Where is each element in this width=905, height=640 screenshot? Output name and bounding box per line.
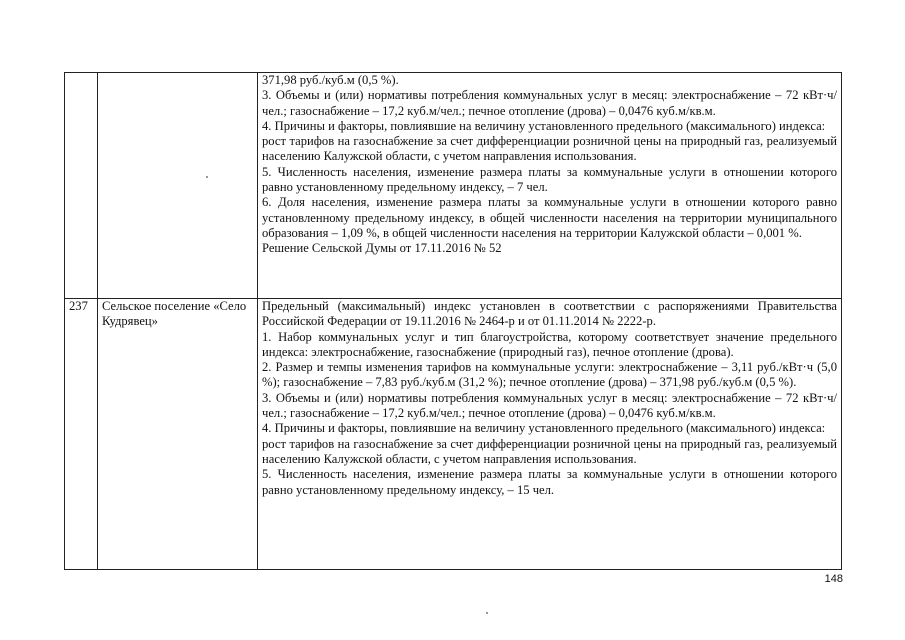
tariff-index-table xyxy=(64,72,842,570)
paragraph: рост тарифов на газоснабжение за счет дифференциации розничной цены на природный газ, реализуемый населению Калужской области, с учетом направления использования. xyxy=(262,436,837,466)
paragraph: 4. Причины и факторы, повлиявшие на величину установленного предельного (максимального) индекса: xyxy=(262,421,826,436)
paragraph: 6. Доля населения, изменение размера платы за коммунальные услуги в отношении которого равно установленному предельному индексу, в общей численности населения на территории муниципального образования – 1,09 %, в общей численности населения на территории Калужской области – 0,001 %. xyxy=(262,195,837,240)
scan-speck xyxy=(206,176,208,178)
page-number: 148 xyxy=(824,573,843,585)
paragraph: 5. Численность населения, изменение размера платы за коммунальные услуги в отношении которого равно установленному предельному индексу, – 7 чел. xyxy=(262,164,837,195)
row-number-cell: 237 xyxy=(65,299,98,570)
paragraph: Решение Сельской Думы от 17.11.2016 № 52 xyxy=(262,241,502,256)
settlement-name-cell: Сельское поселение «Село Кудрявец» xyxy=(98,299,258,570)
paragraph: 2. Размер и темпы изменения тарифов на коммунальные услуги: электроснабжение – 3,11 руб./кВт·ч (5,0 %); газоснабжение – 7,83 руб./куб.м (31,2 %); печное отопление (дрова) – 371,98 руб./куб.м (0,5 %). xyxy=(262,360,837,390)
row-number-cell xyxy=(65,73,98,299)
scan-speck xyxy=(486,612,488,614)
table-row xyxy=(65,299,842,570)
paragraph: 3. Объемы и (или) нормативы потребления коммунальных услуг в месяц: электроснабжение – 72 кВт·ч/чел.; газоснабжение – 17,2 куб.м/чел.; печное отопление (дрова) – 0,0476 куб.м/кв.м. xyxy=(262,88,837,118)
paragraph: 4. Причины и факторы, повлиявшие на величину установленного предельного (максимального) индекса: xyxy=(262,118,826,133)
paragraph: 3. Объемы и (или) нормативы потребления коммунальных услуг в месяц: электроснабжение – 72 кВт·ч/чел.; газоснабжение – 17,2 куб.м/чел.; печное отопление (дрова) – 0,0476 куб.м/кв.м. xyxy=(262,390,837,421)
paragraph: Предельный (максимальный) индекс установлен в соответствии с распоряжениями Правительства Российской Федерации от 19.11.2016 № 2464-р и от 01.11.2014 № 2222-р. xyxy=(262,299,837,329)
table-row xyxy=(65,73,842,299)
paragraph: 371,98 руб./куб.м (0,5 %). xyxy=(262,73,399,87)
index-description-cell xyxy=(258,299,842,570)
paragraph: 1. Набор коммунальных услуг и тип благоустройства, которому соответствует значение предельного индекса: электроснабжение, газоснабжение (природный газ), печное отопление (дрова). xyxy=(262,329,837,359)
settlement-name-cell xyxy=(98,73,258,299)
paragraph: рост тарифов на газоснабжение за счет дифференциации розничной цены на природный газ, реализуемый населению Калужской области, с учетом направления использования. xyxy=(262,134,837,164)
index-description-cell xyxy=(258,73,842,299)
paragraph: 5. Численность населения, изменение размера платы за коммунальные услуги в отношении которого равно установленному предельному индексу, – 15 чел. xyxy=(262,467,837,497)
